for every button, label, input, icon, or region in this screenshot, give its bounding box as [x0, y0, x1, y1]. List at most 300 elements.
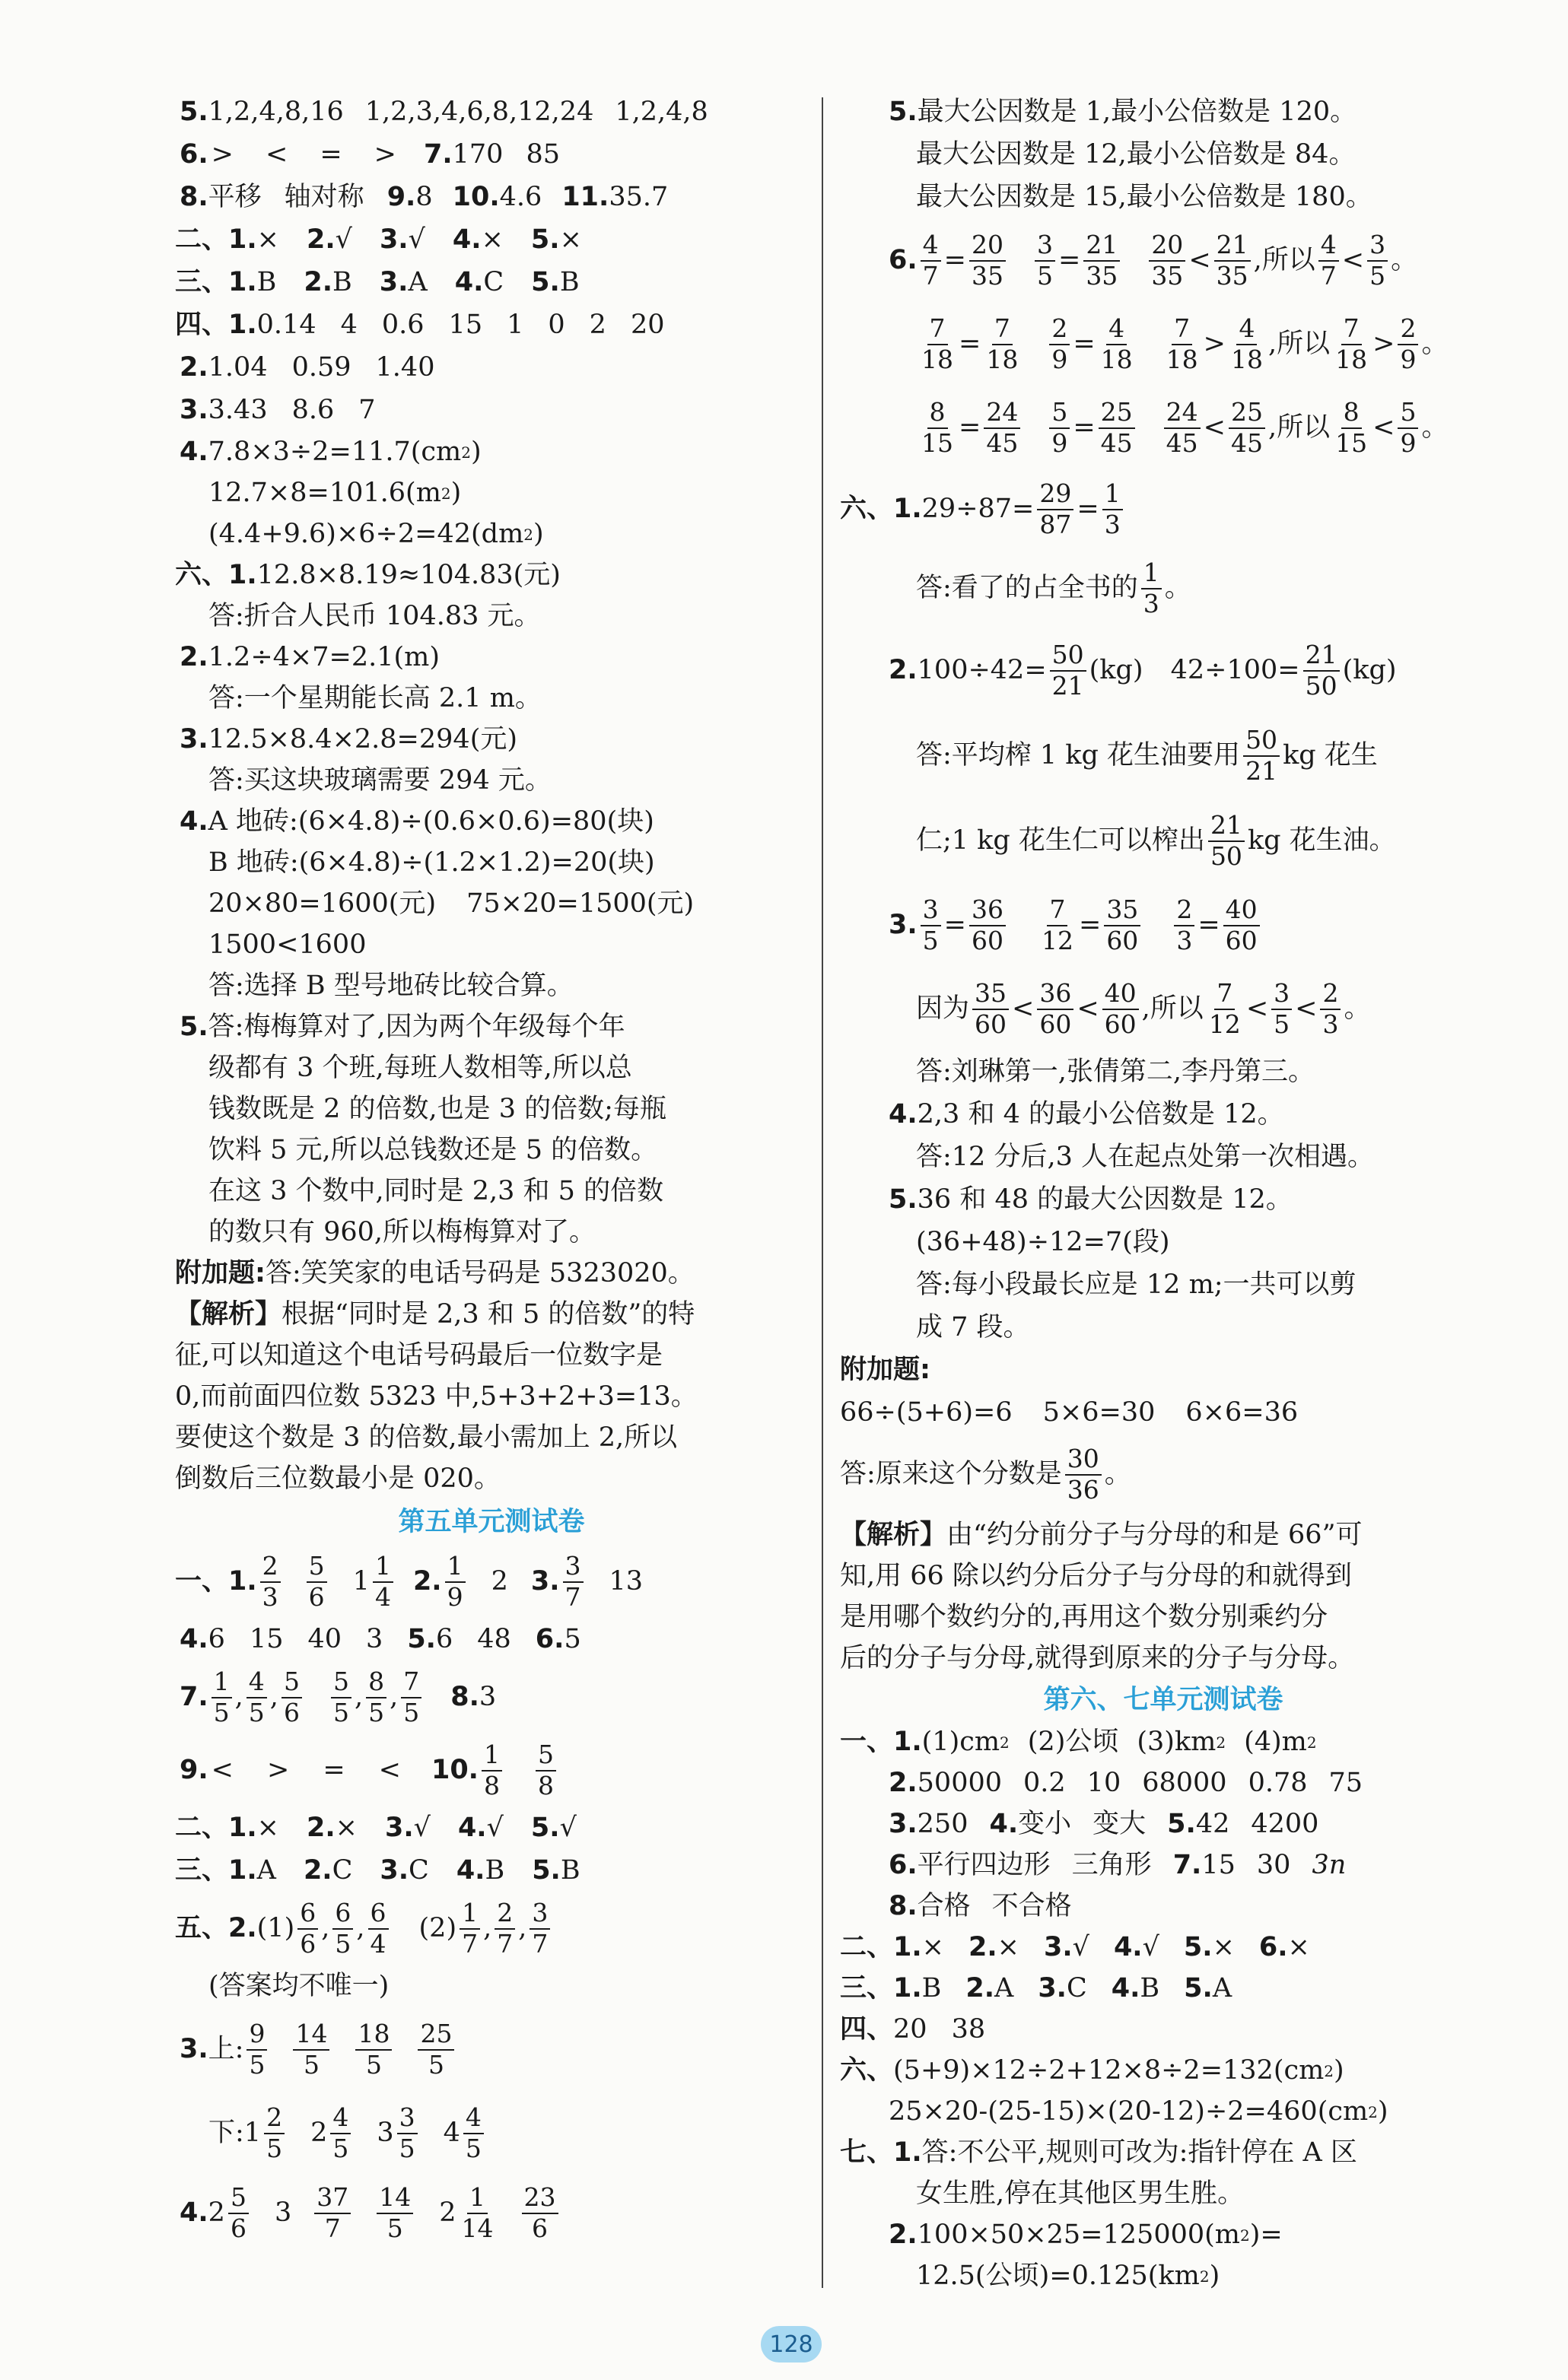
section-number: 六、1. — [175, 560, 257, 591]
answer-text: 轴对称 — [284, 182, 364, 213]
denominator: 4 — [374, 1582, 391, 1612]
section-number: 六、1. — [840, 494, 922, 525]
answer-text: (4)m — [1244, 1727, 1307, 1758]
symbol: = — [1197, 910, 1220, 941]
mixed-number — [443, 2102, 487, 2163]
numerator: 3 — [1271, 980, 1292, 1010]
fraction — [281, 1669, 302, 1726]
answer-text: (kg) — [1342, 655, 1397, 686]
fraction — [1398, 313, 1418, 374]
answer-text: √ — [486, 1813, 504, 1844]
fraction — [332, 1900, 353, 1957]
answer-line — [840, 1515, 1487, 1556]
denominator: 18 — [921, 345, 953, 374]
item-number: 7. — [423, 139, 453, 170]
answer-line — [840, 799, 1487, 884]
numerator: 35 — [972, 980, 1009, 1010]
fraction — [919, 313, 956, 374]
numerator: 2 — [1174, 897, 1194, 926]
section-number: 三、1. — [840, 1973, 922, 2004]
bonus-label: 附加题: — [175, 1258, 266, 1289]
fraction — [1243, 727, 1280, 784]
answer-text: 75×20=1500(元) — [466, 888, 695, 920]
item-number: 5. — [1183, 1932, 1213, 1963]
denominator: 5 — [386, 2213, 403, 2243]
fraction — [984, 313, 1020, 374]
answer-text: 5 — [564, 1624, 581, 1655]
denominator: 50 — [1305, 671, 1337, 701]
fraction — [1229, 399, 1265, 456]
answer-text: (5+9)×12÷2+12×8÷2=132(cm — [893, 2055, 1325, 2086]
numerator: 21 — [1083, 232, 1120, 262]
denominator: 5 — [1274, 1009, 1290, 1039]
symbol: > — [1372, 329, 1395, 360]
denominator: 35 — [1086, 261, 1118, 291]
superscript: 2 — [1306, 1733, 1317, 1752]
item-number: 2. — [965, 1973, 995, 2004]
denominator: 5 — [365, 2050, 382, 2080]
fraction — [331, 1669, 351, 1726]
answer-text: 0 — [548, 310, 565, 341]
section-number: 五、2. — [175, 1913, 257, 1944]
symbol: = — [959, 329, 981, 360]
answer-text: 在这 3 个数中,同时是 2,3 和 5 的倍数 — [208, 1176, 664, 1207]
denominator: 9 — [1400, 428, 1417, 458]
answer-text: 25×20-(25-15)×(20-12)÷2=460(cm — [889, 2096, 1369, 2127]
denominator: 18 — [1230, 345, 1263, 374]
item-number: 5. — [407, 1624, 436, 1655]
answer-text: 。 — [1164, 573, 1191, 604]
answer-text: 100÷42= — [917, 655, 1047, 686]
answer-line — [840, 1804, 1487, 1845]
answer-text: 。 — [1344, 993, 1371, 1025]
answer-text: 答:梅梅算对了,因为两个年级每个年 — [208, 1012, 625, 1043]
numerator: 1 — [460, 1900, 480, 1930]
fraction — [1318, 232, 1339, 289]
item-number: 3. — [379, 267, 409, 298]
answer-line — [180, 637, 803, 678]
section-number: 三、1. — [175, 267, 257, 298]
answer-text: 答:每小段最长应是 12 m;一共可以剪 — [916, 1269, 1356, 1301]
answer-text: 20 — [893, 2014, 927, 2045]
answer-text: 1500<1600 — [208, 929, 367, 961]
numerator: 1 — [1102, 481, 1123, 510]
symbol: = — [1077, 494, 1099, 525]
denominator: 5 — [213, 1698, 230, 1727]
answer-text: 倒数后三位数最小是 020。 — [175, 1463, 501, 1495]
section-number: 二、1. — [840, 1932, 922, 1963]
answer-text: C — [483, 267, 504, 298]
answer-line — [840, 2051, 1487, 2092]
item-number: 6. — [1258, 1932, 1288, 1963]
answer-line — [840, 713, 1487, 799]
answer-text: × — [256, 224, 279, 256]
numerator: 1 — [212, 1669, 232, 1698]
fraction — [401, 1669, 421, 1726]
answer-line — [840, 386, 1487, 470]
answer-text: √ — [408, 224, 425, 256]
answer-text: 下: — [208, 2118, 244, 2149]
answer-text: 要使这个数是 3 的倍数,最小需加上 2,所以 — [175, 1422, 678, 1454]
item-number: 2. — [412, 1566, 442, 1597]
fraction — [1099, 313, 1135, 374]
denominator: 12 — [1041, 926, 1073, 955]
denominator: 7 — [532, 1929, 549, 1959]
denominator: 15 — [1335, 428, 1368, 458]
item-number: 4. — [180, 437, 208, 468]
denominator: 6 — [532, 2213, 548, 2243]
mixed-number — [208, 2182, 252, 2243]
answer-text: 13 — [609, 1566, 644, 1597]
item-number: 3. — [530, 1566, 560, 1597]
answer-line — [180, 514, 803, 555]
answer-text: √ — [335, 224, 352, 256]
denominator: 3 — [1104, 510, 1121, 539]
denominator: 36 — [1067, 1475, 1099, 1505]
fraction — [969, 894, 1006, 955]
numerator: 2 — [264, 2105, 285, 2134]
fraction — [366, 1669, 386, 1726]
answer-text: 上: — [208, 2034, 244, 2065]
superscript: 2 — [461, 443, 471, 462]
item-number: 4. — [1113, 1932, 1143, 1963]
mixed-number — [377, 2102, 420, 2163]
answer-text: 女生胜,停在其他区男生胜。 — [916, 2178, 1245, 2210]
answer-line — [175, 1850, 803, 1892]
answer-text: 66÷(5+6)=6 — [840, 1397, 1013, 1428]
symbol: < — [1245, 993, 1269, 1025]
item-number: 9. — [180, 1755, 208, 1786]
answer-text: 答:看了的占全书的 — [916, 573, 1138, 604]
item-number: 4. — [1111, 1973, 1140, 2004]
answer-text: 1.2÷4×7=2.1(m) — [208, 642, 440, 673]
answer-text: 答:平均榨 1 kg 花生油要用 — [916, 740, 1241, 771]
answer-text: < — [211, 1755, 234, 1786]
answer-text: )= — [1249, 2220, 1283, 2251]
fraction — [293, 2021, 329, 2078]
item-number: 6. — [889, 245, 918, 276]
answer-text: ) — [470, 437, 482, 468]
symbol: = — [943, 910, 966, 941]
item-number: 2. — [889, 655, 918, 686]
answer-line — [840, 1094, 1487, 1136]
answer-text: A — [408, 267, 428, 298]
numerator: 25 — [1229, 399, 1265, 429]
item-number: 3. — [180, 395, 208, 426]
denominator: 6 — [300, 1929, 316, 1959]
section-number: 一、1. — [840, 1727, 922, 1758]
denominator: 18 — [1335, 345, 1368, 374]
answer-text: √ — [1142, 1932, 1159, 1963]
item-number: 3. — [379, 224, 409, 256]
fraction — [460, 1900, 480, 1957]
superscript: 2 — [1199, 2267, 1210, 2286]
item-number: 2. — [968, 1932, 997, 1963]
fraction — [563, 1553, 584, 1610]
answer-text: (1) — [256, 1913, 295, 1944]
numerator: 2 — [260, 1553, 281, 1583]
answer-text: A 地砖:(6×4.8)÷(0.6×0.6)=80(块) — [208, 806, 654, 837]
answer-text: × — [1212, 1932, 1235, 1963]
answer-text: 后的分子与分母,就得到原来的分子与分母。 — [840, 1643, 1355, 1674]
item-number: 3. — [380, 1855, 409, 1886]
answer-line — [180, 884, 803, 925]
answer-text: 由“约分前分子与分母的和是 66”可 — [946, 1520, 1363, 1551]
numerator: 40 — [1102, 980, 1139, 1010]
answer-line — [175, 1546, 803, 1619]
answer-text: > — [266, 1755, 290, 1786]
item-number: 4. — [456, 1855, 485, 1886]
numerator: 4 — [246, 1669, 267, 1698]
answer-text: 3 — [366, 1624, 383, 1655]
fraction — [1039, 894, 1076, 955]
fraction — [1104, 894, 1140, 955]
answer-text: 6 — [208, 1624, 225, 1655]
fraction — [1102, 980, 1139, 1037]
fraction — [1174, 894, 1194, 955]
superscript: 2 — [1368, 2102, 1378, 2121]
answer-text: 0.2 — [1023, 1768, 1066, 1799]
fraction — [418, 2021, 454, 2078]
denominator: 50 — [1210, 841, 1242, 871]
fraction — [297, 1900, 318, 1957]
item-number: 3. — [889, 1809, 918, 1840]
item-number: 6. — [889, 1850, 918, 1881]
fraction — [1223, 894, 1260, 955]
answer-text: (kg) — [1089, 655, 1143, 686]
item-number: 4. — [889, 1099, 918, 1130]
item-number: 3. — [180, 2034, 208, 2065]
superscript: 2 — [1000, 1733, 1010, 1752]
answer-text: 1.04 — [208, 352, 268, 383]
section-title: 第六、七单元测试卷 — [1043, 1685, 1283, 1716]
denominator: 7 — [324, 2213, 341, 2243]
item-number: 3. — [889, 910, 918, 941]
answer-text: 成 7 段。 — [916, 1312, 1030, 1343]
answer-text: 48 — [477, 1624, 511, 1655]
answer-text: 0,而前面四位数 5323 中,5+3+2+3=13。 — [175, 1381, 698, 1412]
item-number: 3. — [180, 724, 208, 755]
numerator: 4 — [463, 2105, 484, 2134]
answer-text: 征,可以知道这个电话号码最后一位数字是 — [175, 1340, 663, 1371]
fraction — [1083, 232, 1120, 289]
answer-line: 7. $\frac{1}{5}$ , $\frac{4}{5}$ , $\frac{5}{6}$ $\frac{5}{5}$ , $\frac{8}{5}$ , $\frac{7}{5}$ 8. 3 — [180, 1667, 497, 1727]
analysis-label: 【解析】 — [175, 1299, 282, 1330]
fraction — [246, 2021, 267, 2078]
page-number: 128 — [761, 2326, 822, 2363]
superscript: 2 — [1324, 2061, 1334, 2080]
answer-text: 170 — [452, 139, 504, 170]
fraction — [530, 1900, 550, 1957]
numerator: 30 — [1065, 1446, 1102, 1476]
numerator: 21 — [1208, 812, 1245, 842]
answer-text: 3 — [479, 1682, 497, 1713]
answer-line — [840, 884, 1487, 968]
numerator: 6 — [297, 1900, 318, 1930]
answer-text: 20 — [630, 310, 665, 341]
answer-text: (36+48)÷12=7(段) — [916, 1227, 1170, 1258]
fraction — [1164, 313, 1201, 374]
answer-text: 1.40 — [375, 352, 435, 383]
denominator: 5 — [465, 2134, 482, 2163]
answer-text: 1,2,3,4,6,8,12,24 — [364, 97, 594, 128]
answer-line — [180, 176, 803, 219]
answer-text: ,所以 — [1267, 412, 1331, 443]
denominator: 9 — [447, 1582, 463, 1612]
numerator: 14 — [377, 2185, 413, 2214]
answer-text: 答:笑笑家的电话号码是 5323020。 — [266, 1258, 695, 1289]
denominator: 6 — [283, 1698, 300, 1727]
answer-text: B — [560, 1855, 580, 1886]
section-number: 七、1. — [840, 2137, 922, 2169]
answer-line — [180, 1734, 803, 1807]
answer-line — [840, 219, 1487, 303]
denominator: 5 — [922, 926, 939, 955]
answer-text: kg 花生 — [1283, 740, 1378, 771]
numerator: 20 — [1149, 232, 1185, 262]
answer-text: × — [921, 1932, 944, 1963]
fraction — [1164, 399, 1201, 456]
answer-line — [180, 134, 803, 176]
numerator: 5 — [1049, 399, 1070, 429]
answer-line — [840, 2010, 1487, 2051]
symbol: < — [1203, 412, 1226, 443]
item-number: 3. — [1043, 1932, 1073, 1963]
denominator: 35 — [1216, 261, 1248, 291]
fraction — [522, 2182, 558, 2243]
fraction — [1398, 399, 1418, 456]
fraction — [228, 2182, 249, 2243]
item-number: 2. — [180, 352, 208, 383]
numerator: 50 — [1243, 727, 1280, 757]
answer-text: 15 — [1201, 1850, 1236, 1881]
symbol: = — [1058, 245, 1081, 276]
answer-line — [840, 1179, 1487, 1222]
answer-text: 因为 — [916, 993, 970, 1025]
denominator: 5 — [266, 2134, 283, 2163]
denominator: 4 — [370, 1929, 386, 1959]
denominator: 5 — [1036, 261, 1053, 291]
denominator: 60 — [1039, 1009, 1072, 1039]
item-number: 6. — [535, 1624, 565, 1655]
answer-line — [180, 347, 803, 389]
numerator: 21 — [1214, 232, 1251, 262]
fraction — [1333, 313, 1369, 374]
fraction — [1102, 478, 1123, 539]
fraction — [397, 2102, 418, 2163]
item-number: 3. — [1038, 1973, 1067, 2004]
denominator: 9 — [1051, 345, 1068, 374]
fraction — [1320, 980, 1341, 1037]
answer-text: 不合格 — [991, 1891, 1072, 1922]
numerator: 29 — [1037, 481, 1073, 510]
answer-text: 答:选择 B 型号地砖比较合算。 — [208, 971, 574, 1002]
mixed-number — [439, 2182, 498, 2243]
answer-text: 29÷87= — [921, 494, 1035, 525]
answer-text: 2 — [589, 310, 606, 341]
answer-text: 50000 — [917, 1768, 1002, 1799]
answer-text: 3.43 — [208, 395, 268, 426]
answer-text: 平移 — [208, 182, 262, 213]
numerator: 40 — [1223, 897, 1260, 926]
denominator: 7 — [1320, 261, 1337, 291]
answer-text: 的数只有 960,所以梅梅算对了。 — [208, 1217, 596, 1248]
answer-line — [840, 1763, 1487, 1804]
numerator: 3 — [530, 1900, 550, 1930]
fraction — [260, 1553, 281, 1610]
mixed-number — [310, 2102, 354, 2163]
fraction — [984, 399, 1020, 456]
answer-text: 最大公因数是 12,最小公倍数是 84。 — [916, 139, 1356, 170]
answer-text: 12.5(公顷)=0.125(km — [916, 2261, 1200, 2292]
numerator: 7 — [1214, 980, 1235, 1010]
symbol: < — [1077, 993, 1099, 1025]
numerator: 24 — [1164, 399, 1201, 429]
answer-text: 35.7 — [609, 182, 669, 213]
answer-line — [840, 2215, 1487, 2256]
answer-text: 三角形 — [1071, 1850, 1152, 1881]
answer-text: 10 — [1086, 1768, 1121, 1799]
numerator: 5 — [1398, 399, 1418, 429]
denominator: 15 — [921, 428, 953, 458]
item-number: 5. — [531, 267, 560, 298]
numerator: 7 — [1341, 316, 1362, 345]
numerator: 36 — [969, 897, 1006, 926]
item-number: 4. — [180, 806, 208, 837]
answer-line — [175, 555, 803, 596]
answer-text: 0.59 — [291, 352, 351, 383]
whole: 1 — [243, 2118, 262, 2149]
mixed-number — [243, 2102, 288, 2163]
numerator: 3 — [397, 2105, 418, 2134]
answer-text: 0.78 — [1248, 1768, 1308, 1799]
numerator: 36 — [1037, 980, 1073, 1010]
answer-line — [840, 968, 1487, 1051]
fraction — [921, 232, 941, 289]
item-number: 10. — [431, 1755, 479, 1786]
denominator: 45 — [1230, 428, 1263, 458]
answer-text: √ — [559, 1813, 577, 1844]
answer-line — [180, 802, 803, 843]
answer-text: 7 — [358, 395, 376, 426]
answer-text: B — [1140, 1973, 1160, 2004]
numerator: 3 — [1367, 232, 1388, 262]
answer-line — [180, 432, 803, 473]
numerator: 5 — [307, 1553, 327, 1583]
section-number: 四、 — [840, 2014, 894, 2045]
numerator: 50 — [1050, 642, 1086, 672]
answer-text: 是用哪个数约分的,再用这个数分别乘约分 — [840, 1602, 1328, 1633]
answer-text: 最大公因数是 1,最小公倍数是 120。 — [917, 97, 1357, 128]
denominator: 21 — [1245, 756, 1278, 786]
answer-line — [840, 549, 1487, 628]
symbol: = — [959, 412, 981, 443]
denominator: 3 — [1176, 926, 1193, 955]
fraction — [969, 232, 1006, 289]
item-number: 5. — [889, 1184, 918, 1215]
numerator: 6 — [332, 1900, 353, 1930]
answer-text: 4 — [340, 310, 358, 341]
answer-text: 5×6=30 — [1042, 1397, 1156, 1428]
item-number: 2. — [180, 642, 208, 673]
answer-text: 1 — [507, 310, 524, 341]
denominator: 5 — [368, 1698, 385, 1727]
answer-text: 仁;1 kg 花生仁可以榨出 — [916, 825, 1205, 856]
answer-text: √ — [1072, 1932, 1089, 1963]
denominator: 8 — [537, 1771, 554, 1800]
denominator: 5 — [303, 2050, 320, 2080]
fraction — [1141, 560, 1162, 617]
